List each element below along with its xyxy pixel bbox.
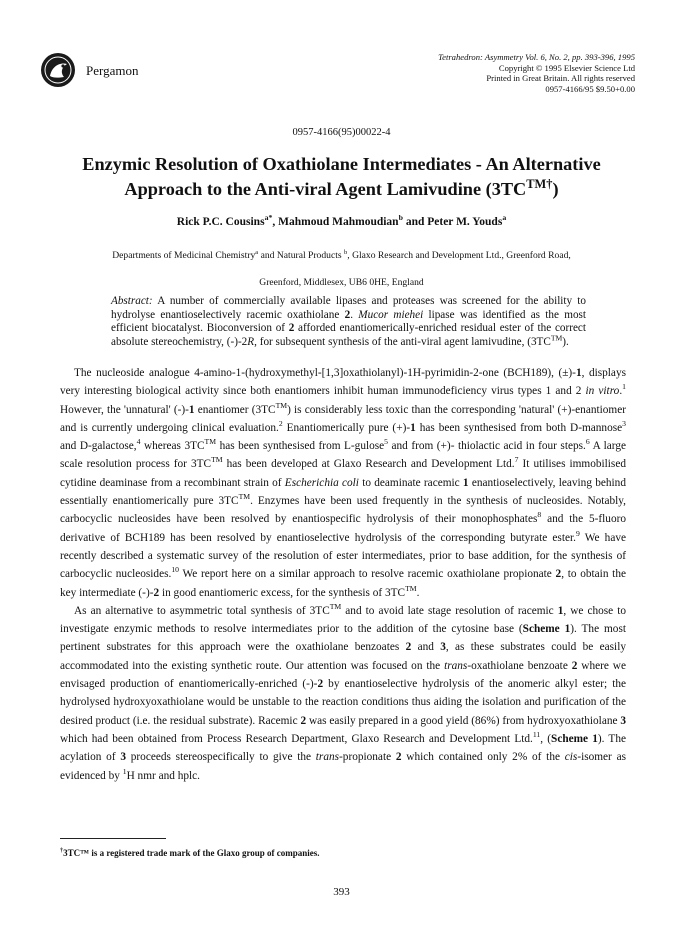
paragraph-1: The nucleoside analogue 4-amino-1-(hydroxymethyl-[1,3]oxathiolanyl)-1H-pyrimidin-2-one (BCH189), (±)-1, displays very interesting biological activity since both enantiomers inhibit human immunodeficiency virus types 1 and 2 in vitro.$^1$ However, the 'unnatural' (-)-1 enantiomer (3TC™) is considerably less toxic than the corresponding 'natural' (+)-enantiomer and is currently undergoing clinical evaluation.$^2$ Enantiomerically pure (+)-1 has been synthesised from both D-mannose$^3$ and D-galactose,$^4$ whereas 3TC™ has been synthesised from L-gulose$^5$ and from (+)- thiolactic acid in four steps.$^6$ A large scale resolution process for 3TC™ has been developed at Glaxo Research and Development Ltd.$^7$ It utilises immobilised cytidine deaminase from a recombinant strain of Escherichia coli to deaminate racemic 1 enantioselectively, leaving behind essentially enantiomerically pure 3TC™. Enzymes have been used frequently in the synthesis of nucleosides. Notably, carbocyclic nucleosides have been resolved by enantiospecific hydrolysis of their monophosphates$^8$ and the 5-fluoro derivative of BCH189 has been resolved by enantioselective hydrolysis of the corresponding butyrate ester.$^9$ We have recently described a systematic survey of the resolution of ester intermediates, prior to base addition, for the synthesis of carbocyclic nucleosides.$^{10}$ We report here on a similar approach to resolve racemic oxathiolane propionate 2, to obtain the key intermediate (-)-2 in good enantiomeric excess, for the synthesis of 3TC™. (60, 367, 627, 599)
page-number: 393 (333, 886, 350, 898)
paper-title (60, 152, 623, 202)
footnote-divider (60, 838, 166, 839)
article-identifier: 0957-4166(95)00022-4 (292, 127, 391, 138)
printed-line: Printed in Great Britain. All rights reserved (486, 73, 635, 83)
paragraph-2: As an alternative to asymmetric total synthesis of 3TC™ and to avoid late stage resolution of racemic 1, we chose to investigate enzymic methods to resolve intermediates prior to the addition of the cytosine base (Scheme 1). The most pertinent substrates for this approach were the oxathiolane benzoates 2 and 3, as these substrates could be easily accommodated into the existing synthetic route. Our attention was focused on the trans-oxathiolane benzoate 2 where we envisaged production of enantiomerically-enriched (-)-2 by enantioselective hydrolysis of the anomeric alkyl ester; the hydrolysed hydroxyoxathiolane would be unstable to the reaction conditions thus aiding the isolation and purification of the desired product (i.e. the residual substrate). Racemic 2 was easily prepared in a good yield (86%) from hydroxyoxathiolane 3 which had been obtained from Process Research Department, Glaxo Research and Development Ltd.$^{11}$, (Scheme 1). The acylation of 3 proceeds stereospecifically to give the trans-propionate 2 which contained only 2% of the cis-isomer as evidenced by $^1$H nmr and hplc. (60, 602, 626, 782)
journal-line: Tetrahedron: Asymmetry Vol. 6, No. 2, pp. 393-396, 1995 (438, 52, 635, 62)
affiliation-line-2: Greenford, Middlesex, UB6 0HE, England (259, 277, 424, 288)
abstract: Abstract: A number of commercially available lipases and proteases was screened for the ability to hydrolyse enantioselectively racemic oxathiolane 2. Mucor miehei lipase was identified as the most efficient biocatalyst. Bioconversion of 2 afforded enantiomerically-enriched residual ester of the correct absolute stereochemistry, (-)-2R, for subsequent synthesis of the anti-viral agent lamivudine, (3TC™). (111, 295, 587, 348)
footnote: †3TC™ is a registered trade mark of the Glaxo group of companies. (60, 848, 320, 858)
title-line-2: Approach to the Anti-viral Agent Lamivudine $(3TC^{TM\dagger})$ (124, 176, 559, 199)
publisher-name: Pergamon (86, 63, 139, 78)
title-line-1: Enzymic Resolution of Oxathiolane Intermediates - An Alternative (82, 154, 601, 174)
affiliation-line-1: Departments of Medicinal Chemistry$^a$ and Natural Products $^b$, Glaxo Research and Development Ltd., Greenford Road, (112, 248, 571, 261)
body-text (60, 364, 626, 785)
affiliation (60, 242, 623, 296)
pergamon-logo-icon (40, 52, 76, 88)
price-code: 0957-4166/95 $9.50+0.00 (545, 83, 635, 94)
author-list: Rick P.C. Cousins$^{a*}$, Mahmoud Mahmoudian$^b$ and Peter M. Youds$^a$ (176, 213, 507, 228)
journal-info (438, 52, 635, 94)
abstract-label: Abstract: (111, 295, 153, 307)
copyright-line: Copyright © 1995 Elsevier Science Ltd (498, 62, 635, 73)
